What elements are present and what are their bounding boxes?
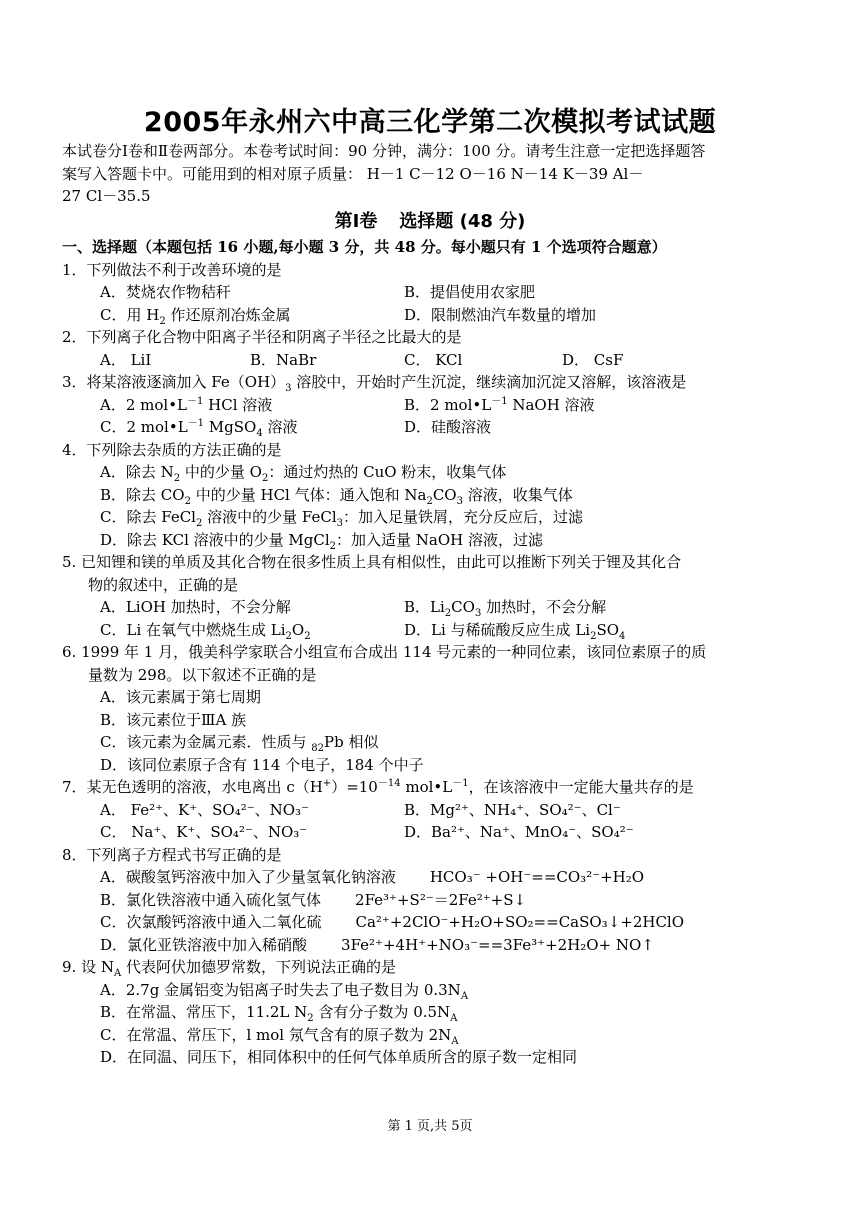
superscript: －1 xyxy=(187,418,205,429)
subscript: 2 xyxy=(444,608,452,619)
option-text: ：通过灼热的 CuO 粉末，收集气体 xyxy=(268,463,507,481)
option-b xyxy=(404,596,606,619)
option-text: MgSO xyxy=(204,418,257,436)
question-stem-continued: 量数为 298。以下叙述不正确的是 xyxy=(88,665,317,684)
option-text: Pb 相似 xyxy=(323,733,379,751)
subscript: 82 xyxy=(311,743,324,754)
section-label: 第Ⅰ卷 xyxy=(334,211,378,232)
option-d xyxy=(62,934,802,957)
page-title: 2005年永州六中高三化学第二次模拟考试试题 xyxy=(143,107,717,138)
question-stem: 8．下列离子方程式书写正确的是 xyxy=(62,845,282,864)
option-text: NaOH 溶液 xyxy=(507,395,595,414)
option-row xyxy=(62,799,802,822)
option-text: ：加入适量 NaOH 溶液，过滤 xyxy=(336,530,544,549)
option-d: D．限制燃油汽车数量的增加 xyxy=(404,305,597,324)
section-subtitle: 选择题 (48 分) xyxy=(399,211,526,232)
option-text: C．在常温、常压下，l mol 氖气含有的原子数为 2N xyxy=(100,1025,452,1044)
option-d: D． CsF xyxy=(562,350,624,369)
question-stem: 4．下列除去杂质的方法正确的是 xyxy=(62,440,282,459)
question-stem: 2．下列离子化合物中阳离子半径和阴离子半径之比最大的是 xyxy=(62,328,462,346)
superscript: －14 xyxy=(377,778,401,789)
option-text: C．Li 在氧气中燃烧生成 Li xyxy=(100,620,286,639)
stem-text: ）=10 xyxy=(331,778,378,796)
option-d: D．Ba²⁺、Na⁺、MnO₄⁻、SO₄²⁻ xyxy=(404,823,634,841)
option-text: O xyxy=(291,620,305,639)
question-stem: 1．下列做法不利于改善环境的是 xyxy=(62,260,282,279)
question-stem xyxy=(62,371,802,394)
intro-line: 案写入答题卡中。可能用到的相对原子质量： H－1 C－12 O－16 N－14 K－39 Al－ xyxy=(62,164,644,183)
superscript: + xyxy=(322,778,332,789)
stem-text: 溶胶中，开始时产生沉淀，继续滴加沉淀又溶解，该溶液是 xyxy=(291,373,687,391)
subscript: 2 xyxy=(159,315,166,327)
equation: HCO₃⁻ +OH⁻==CO₃²⁻+H₂O xyxy=(429,868,645,886)
option-text: 加热时，不会分解 xyxy=(481,598,607,616)
option-text: 中的少量 HCl 气体：通入饱和 Na xyxy=(190,485,427,504)
option-b xyxy=(404,394,595,417)
option-text: HCl 溶液 xyxy=(203,395,273,414)
option-text: C．除去 FeCl xyxy=(100,508,196,526)
option-c xyxy=(62,1024,802,1047)
option-a: A． LiI xyxy=(100,350,152,369)
subscript: 2 xyxy=(184,495,191,507)
option-row xyxy=(62,281,802,304)
subscript: 2 xyxy=(195,518,203,529)
option-text: CO xyxy=(432,485,457,504)
option-text: B．在常温、常压下，11.2L N xyxy=(100,1003,308,1021)
option-c: C． Na⁺、K⁺、SO₄²⁻、NO₃⁻ xyxy=(100,823,308,841)
option-row xyxy=(62,304,802,327)
stem-text: ，在该溶液中一定能大量共存的是 xyxy=(468,778,694,796)
subscript: 3 xyxy=(474,608,482,619)
option-text: 溶液 xyxy=(262,418,298,436)
option-text: C．用 H xyxy=(100,305,160,324)
part-header: 一、选择题（本题包括 16 小题,每小题 3 分，共 48 分。每小题只有 1 个选项符合题意） xyxy=(62,238,667,256)
option-a: A．LiOH 加热时，不会分解 xyxy=(100,598,291,616)
stem-text: 7．某无色透明的溶液，水电离出 c（H xyxy=(62,778,323,796)
option-b: B．Mg²⁺、NH₄⁺、SO₄²⁻、Cl⁻ xyxy=(404,800,621,819)
option-a xyxy=(62,979,802,1002)
question-stem xyxy=(62,776,802,799)
option-row xyxy=(62,596,802,619)
subscript: A xyxy=(113,968,122,979)
option-text: A．碳酸氢钙溶液中加入了少量氢氧化钠溶液 xyxy=(100,868,396,886)
option-c xyxy=(100,620,311,642)
option-text: ：加入足量铁屑，充分反应后，过滤 xyxy=(343,508,584,526)
subscript: 2 xyxy=(426,495,433,507)
option-row xyxy=(62,619,802,642)
equation: 3Fe²⁺+4H⁺+NO₃⁻==3Fe³⁺+2H₂O+ NO↑ xyxy=(341,935,654,954)
stem-text: 3．将某溶液逐滴加入 Fe（OH） xyxy=(62,373,286,391)
option-d: D．该同位素原子含有 114 个电子，184 个中子 xyxy=(100,755,424,774)
intro-line: 27 Cl－35.5 xyxy=(62,187,151,205)
option-b xyxy=(62,889,802,912)
subscript: A xyxy=(451,1035,459,1047)
superscript: －1 xyxy=(187,395,204,407)
option-b xyxy=(62,484,802,507)
question-stem: 5. 已知锂和镁的单质及其化合物在很多性质上具有相似性，由此可以推断下列关于锂及其化合 xyxy=(62,553,682,571)
option-b: B．该元素位于ⅢA 族 xyxy=(100,710,247,729)
option-a xyxy=(62,866,802,889)
option-text: D．氯化亚铁溶液中加入稀硝酸 xyxy=(100,935,308,954)
subscript: 2 xyxy=(329,540,337,552)
equation: 2Fe³⁺+S²⁻＝2Fe²⁺+S↓ xyxy=(355,890,527,909)
option-text: C．该元素为金属元素．性质与 xyxy=(100,733,312,751)
option-text: B．除去 CO xyxy=(100,485,185,504)
option-text: C．次氯酸钙溶液中通入二氧化硫 xyxy=(100,913,322,931)
question-stem xyxy=(62,956,802,979)
subscript: 3 xyxy=(456,495,463,507)
superscript: －1 xyxy=(491,395,508,407)
option-row xyxy=(62,821,802,844)
subscript: 2 xyxy=(590,630,597,642)
option-text: CO xyxy=(451,598,475,616)
stem-text: mol•L xyxy=(400,778,453,796)
option-text: A．2.7g 金属铝变为铝离子时失去了电子数目为 0.3N xyxy=(100,980,461,999)
page-footer: 第 1 页,共 5页 xyxy=(387,1119,473,1134)
option-b xyxy=(62,1001,802,1024)
option-d xyxy=(404,619,625,642)
option-a: A．该元素属于第七周期 xyxy=(100,688,261,706)
intro-paragraph xyxy=(62,140,802,208)
equation: Ca²⁺+2ClO⁻+H₂O+SO₂==CaSO₃↓+2HClO xyxy=(355,913,685,931)
option-text: 中的少量 O xyxy=(180,463,262,481)
option-text: C．2 mol•L xyxy=(100,418,188,436)
option-row xyxy=(62,394,802,417)
option-d: D．在同温、同压下，相同体积中的任何气体单质所含的原子数一定相同 xyxy=(100,1048,578,1066)
stem-text: 代表阿伏加德罗常数，下列说法正确的是 xyxy=(121,958,396,976)
subscript: 2 xyxy=(173,473,181,484)
option-b: B．NaBr xyxy=(250,350,317,369)
option-row xyxy=(62,416,802,439)
option-a xyxy=(62,461,802,484)
subscript: 2 xyxy=(261,473,269,484)
option-text: 作还原剂冶炼金属 xyxy=(165,305,291,324)
option-text: A．2 mol•L xyxy=(100,395,188,414)
option-text: 溶液，收集气体 xyxy=(462,485,573,504)
option-a xyxy=(100,396,272,414)
option-a: A． Fe²⁺、K⁺、SO₄²⁻、NO₃⁻ xyxy=(100,800,309,819)
superscript: －1 xyxy=(452,778,469,789)
section-heading xyxy=(0,207,860,233)
intro-line: 本试卷分Ⅰ卷和Ⅱ卷两部分。本卷考试时间：90 分钟，满分：100 分。请考生注意一定把选择题答 xyxy=(62,142,706,160)
subscript: 3 xyxy=(336,518,344,529)
option-text: D．Li 与稀硫酸反应生成 Li xyxy=(404,620,591,639)
option-text: B．Li xyxy=(404,598,445,616)
option-c xyxy=(62,506,802,529)
question-stem-continued: 物的叙述中，正确的是 xyxy=(88,575,239,594)
option-text: 含有分子数为 0.5N xyxy=(313,1003,451,1021)
option-text: B．2 mol•L xyxy=(404,395,492,414)
subscript: 2 xyxy=(307,1013,314,1024)
option-c xyxy=(100,305,291,327)
subscript: 2 xyxy=(285,630,292,642)
subscript: A xyxy=(460,990,469,1002)
option-c xyxy=(100,418,298,439)
subscript: 4 xyxy=(619,630,626,642)
option-text: A．除去 N xyxy=(100,463,174,481)
question-list xyxy=(62,236,802,1069)
option-b: B．提倡使用农家肥 xyxy=(404,283,536,301)
option-d xyxy=(62,529,802,552)
subscript: 4 xyxy=(256,428,263,439)
subscript: A xyxy=(450,1013,458,1024)
option-d: D．硅酸溶液 xyxy=(404,418,492,436)
option-c xyxy=(62,731,802,754)
question-stem: 6. 1999 年 1 月，俄美科学家联合小组宣布合成出 114 号元素的一种同位素，该同位素原子的质 xyxy=(62,643,707,661)
option-row xyxy=(62,349,802,372)
stem-text: 9. 设 N xyxy=(62,958,114,976)
option-c: C． KCl xyxy=(404,350,463,369)
option-text: SO xyxy=(596,620,620,639)
option-text: 溶液中的少量 FeCl xyxy=(202,508,337,526)
option-a: A．焚烧农作物秸秆 xyxy=(100,283,231,301)
option-text: B．氯化铁溶液中通入硫化氢气体 xyxy=(100,890,322,909)
subscript: 2 xyxy=(304,630,311,642)
option-text: D．除去 KCl 溶液中的少量 MgCl xyxy=(100,530,330,549)
subscript: 3 xyxy=(285,383,292,394)
option-c xyxy=(62,911,802,934)
